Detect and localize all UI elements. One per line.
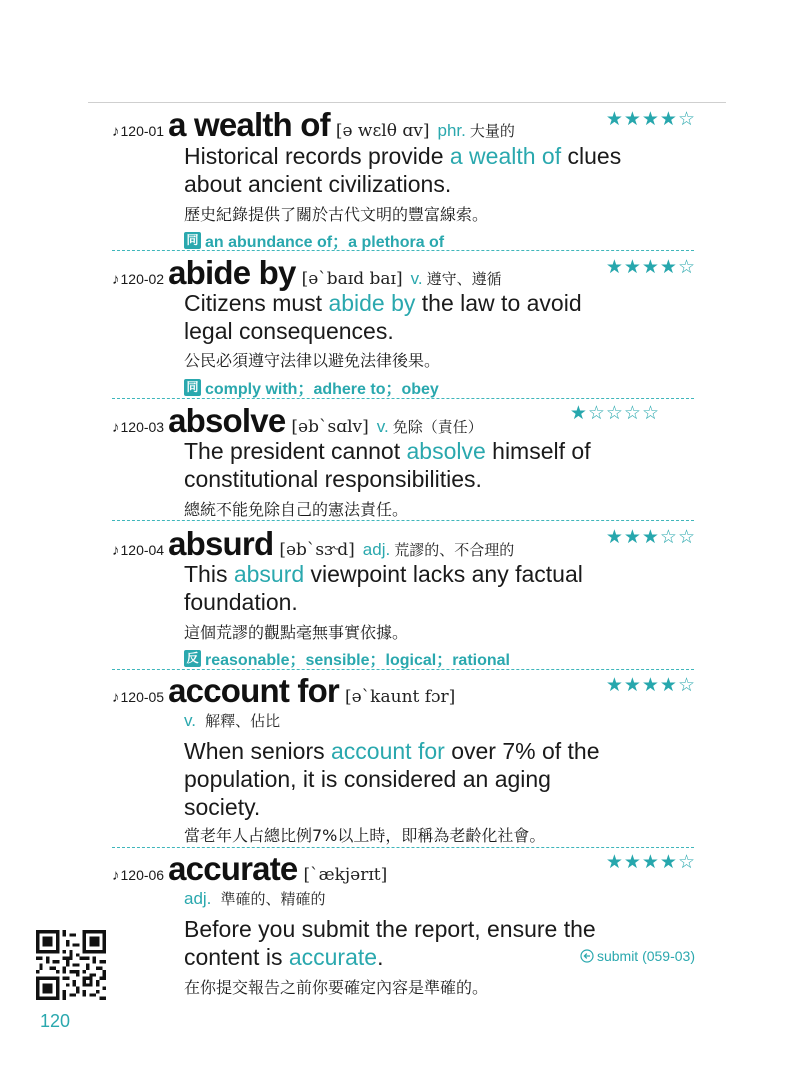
top-rule [88, 102, 726, 103]
headword: absolve [168, 402, 286, 439]
entry-header [112, 850, 395, 888]
arrow-left-circle-icon [580, 949, 594, 963]
headword: account for [168, 672, 339, 709]
music-note-icon: ♪ [112, 689, 120, 706]
entry-header [112, 254, 502, 292]
headword: absurd [168, 525, 274, 562]
star-rating: ★★★★☆ [605, 108, 696, 130]
meaning: 大量的 [469, 122, 515, 140]
star-rating: ★★★★☆ [605, 851, 696, 873]
divider [112, 398, 694, 399]
qr-code-icon[interactable] [36, 930, 106, 1000]
translation: 歷史紀錄提供了關於古代文明的豐富線索。 [184, 205, 489, 224]
divider [112, 669, 694, 670]
translation: 這個荒謬的觀點毫無事實依據。 [184, 623, 409, 642]
meaning: 遵守、遵循 [426, 270, 502, 288]
audio-track[interactable]: ♪120-04 [112, 542, 165, 559]
meaning: 解釋、佔比 [205, 712, 281, 730]
audio-track[interactable]: ♪120-06 [112, 867, 165, 884]
divider [112, 520, 694, 521]
translation: 當老年人占總比例7%以上時，即稱為老齡化社會。 [184, 826, 546, 845]
part-of-speech: v. [184, 711, 196, 730]
example-sentence: The president cannot absolve himself of constitutional responsibilities. [184, 438, 591, 492]
example-sentence: Historical records provide a wealth of clues about ancient civilizations. [184, 143, 622, 197]
audio-track[interactable]: ♪120-02 [112, 271, 165, 288]
example-sentence: When seniors account for over 7% of the population, it is considered an aging society. [184, 738, 600, 820]
example-sentence: Before you submit the report, ensure the content is accurate. [184, 916, 596, 970]
music-note-icon: ♪ [112, 867, 120, 884]
antonyms: 反 reasonable；sensible；logical；rational [184, 647, 510, 670]
definition-line [184, 888, 326, 909]
meaning: 免除（責任） [392, 418, 483, 436]
phonetic: [ˋækjərɪt] [303, 865, 388, 885]
meaning: 荒謬的、不合理的 [394, 541, 515, 559]
entry-header [112, 106, 515, 144]
star-rating: ★★★★☆ [605, 256, 696, 278]
entry-header [112, 402, 483, 440]
part-of-speech: phr. [437, 121, 466, 140]
synonym-tag-icon: 同 [184, 379, 201, 396]
headword: accurate [168, 850, 298, 887]
example-sentence: This absurd viewpoint lacks any factual foundation. [184, 561, 583, 615]
translation: 在你提交報告之前你要確定內容是準確的。 [184, 978, 489, 997]
cross-reference[interactable]: submit (059-03) [580, 948, 695, 964]
music-note-icon: ♪ [112, 123, 120, 140]
synonyms: 同 comply with；adhere to；obey [184, 376, 439, 399]
headword: a wealth of [168, 106, 330, 143]
translation: 公民必須遵守法律以避免法律後果。 [184, 351, 441, 370]
phonetic: [əˋbaɪd baɪ] [301, 269, 403, 289]
music-note-icon: ♪ [112, 271, 120, 288]
divider [112, 250, 694, 251]
entry-header [112, 525, 514, 563]
page-number: 120 [40, 1011, 71, 1031]
phonetic: [əˋkaunt fɔr] [344, 687, 456, 707]
audio-track[interactable]: ♪120-03 [112, 419, 165, 436]
synonyms: 同 an abundance of；a plethora of [184, 229, 444, 252]
star-rating: ★★★☆☆ [605, 526, 696, 548]
definition-line [184, 710, 280, 731]
music-note-icon: ♪ [112, 419, 120, 436]
music-note-icon: ♪ [112, 542, 120, 559]
headword: abide by [168, 254, 296, 291]
phonetic: [əbˋsɑlv] [291, 417, 369, 437]
synonym-tag-icon: 同 [184, 232, 201, 249]
antonym-tag-icon: 反 [184, 650, 201, 667]
part-of-speech: adj. [362, 540, 391, 559]
part-of-speech: v. [410, 269, 423, 288]
meaning: 準確的、精確的 [220, 890, 326, 908]
audio-track[interactable]: ♪120-05 [112, 689, 165, 706]
part-of-speech: adj. [184, 889, 212, 908]
translation: 總統不能免除自己的憲法責任。 [184, 500, 409, 519]
divider [112, 847, 694, 848]
audio-track[interactable]: ♪120-01 [112, 123, 165, 140]
phonetic: [əbˋsɝd] [279, 540, 355, 560]
star-rating: ★★★★☆ [605, 674, 696, 696]
star-rating: ★☆☆☆☆ [569, 402, 660, 424]
entry-header [112, 672, 463, 710]
part-of-speech: v. [376, 417, 389, 436]
example-sentence: Citizens must abide by the law to avoid legal consequences. [184, 290, 582, 344]
phonetic: [ə wɛlθ ɑv] [335, 121, 430, 141]
